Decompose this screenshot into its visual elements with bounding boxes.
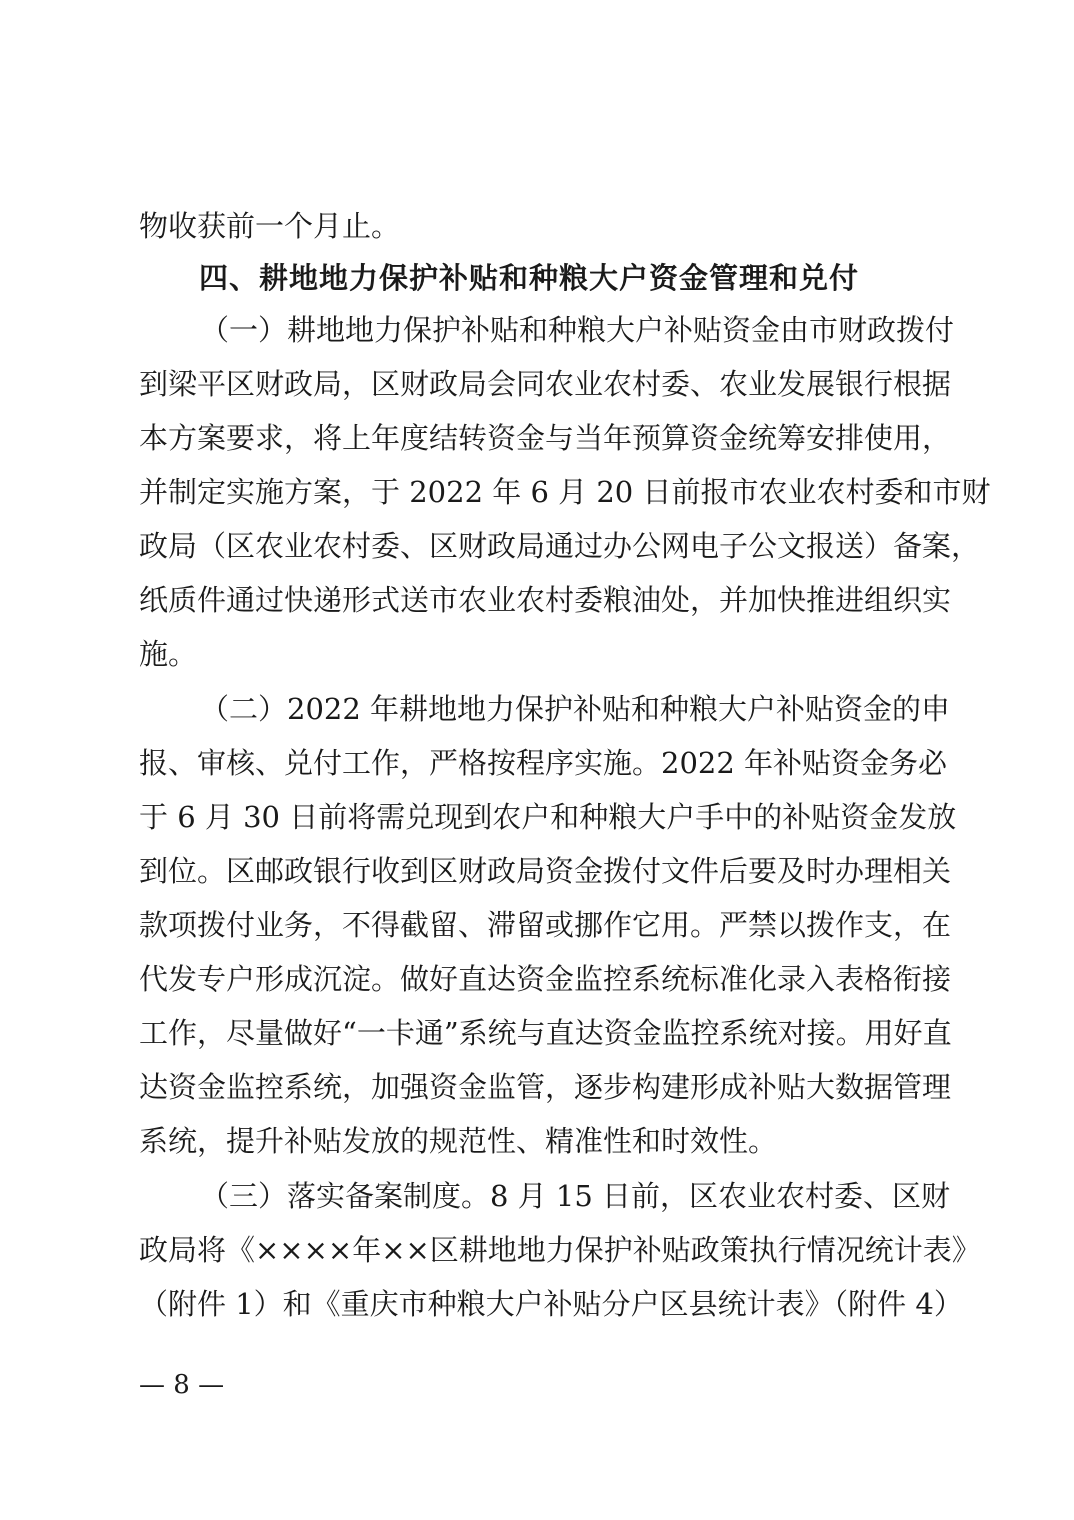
body-line-11: 于 6 月 30 日前将需兑现到农户和种粮大户手中的补贴资金发放 xyxy=(139,800,957,834)
body-line-8: 施。 xyxy=(139,637,198,671)
body-line-5: 并制定实施方案，于 2022 年 6 月 20 日前报市农业农村委和市财 xyxy=(139,475,991,509)
body-line-14: 代发专户形成沉淀。做好直达资金监控系统标准化录入表格衔接 xyxy=(139,962,952,996)
page-number: — 8 — xyxy=(139,1370,225,1400)
body-line-15: 工作，尽量做好“一卡通”系统与直达资金监控系统对接。用好直 xyxy=(139,1016,952,1050)
body-line-13: 款项拨付业务，不得截留、滞留或挪作它用。严禁以拨作支，在 xyxy=(139,908,952,942)
body-line-10: 报、审核、兑付工作，严格按程序实施。2022 年补贴资金务必 xyxy=(139,746,948,780)
body-line-17: 系统，提升补贴发放的规范性、精准性和时效性。 xyxy=(139,1124,778,1158)
section-heading: 四、耕地地力保护补贴和种粮大户资金管理和兑付 xyxy=(199,261,860,295)
body-line-20: （附件 1）和《重庆市种粮大户补贴分户区县统计表》（附件 4） xyxy=(139,1287,963,1321)
body-line-19: 政局将《××××年××区耕地地力保护补贴政策执行情况统计表》 xyxy=(139,1233,981,1267)
body-line-9: （二）2022 年耕地地力保护补贴和种粮大户补贴资金的申 xyxy=(200,692,951,726)
body-line-18: （三）落实备案制度。8 月 15 日前，区农业农村委、区财 xyxy=(200,1179,951,1213)
body-line-6: 政局（区农业农村委、区财政局通过办公网电子公文报送）备案， xyxy=(139,529,981,563)
body-line-12: 到位。区邮政银行收到区财政局资金拨付文件后要及时办理相关 xyxy=(139,854,952,888)
body-line-4: 本方案要求，将上年度结转资金与当年预算资金统筹安排使用， xyxy=(139,421,952,455)
body-line-7: 纸质件通过快递形式送市农业农村委粮油处，并加快推进组织实 xyxy=(139,583,952,617)
body-line-2: （一）耕地地力保护补贴和种粮大户补贴资金由市财政拨付 xyxy=(200,313,955,347)
body-line-1: 物收获前一个月止。 xyxy=(139,209,401,243)
body-line-16: 达资金监控系统，加强资金监管，逐步构建形成补贴大数据管理 xyxy=(139,1070,952,1104)
body-line-3: 到梁平区财政局，区财政局会同农业农村委、农业发展银行根据 xyxy=(139,367,952,401)
